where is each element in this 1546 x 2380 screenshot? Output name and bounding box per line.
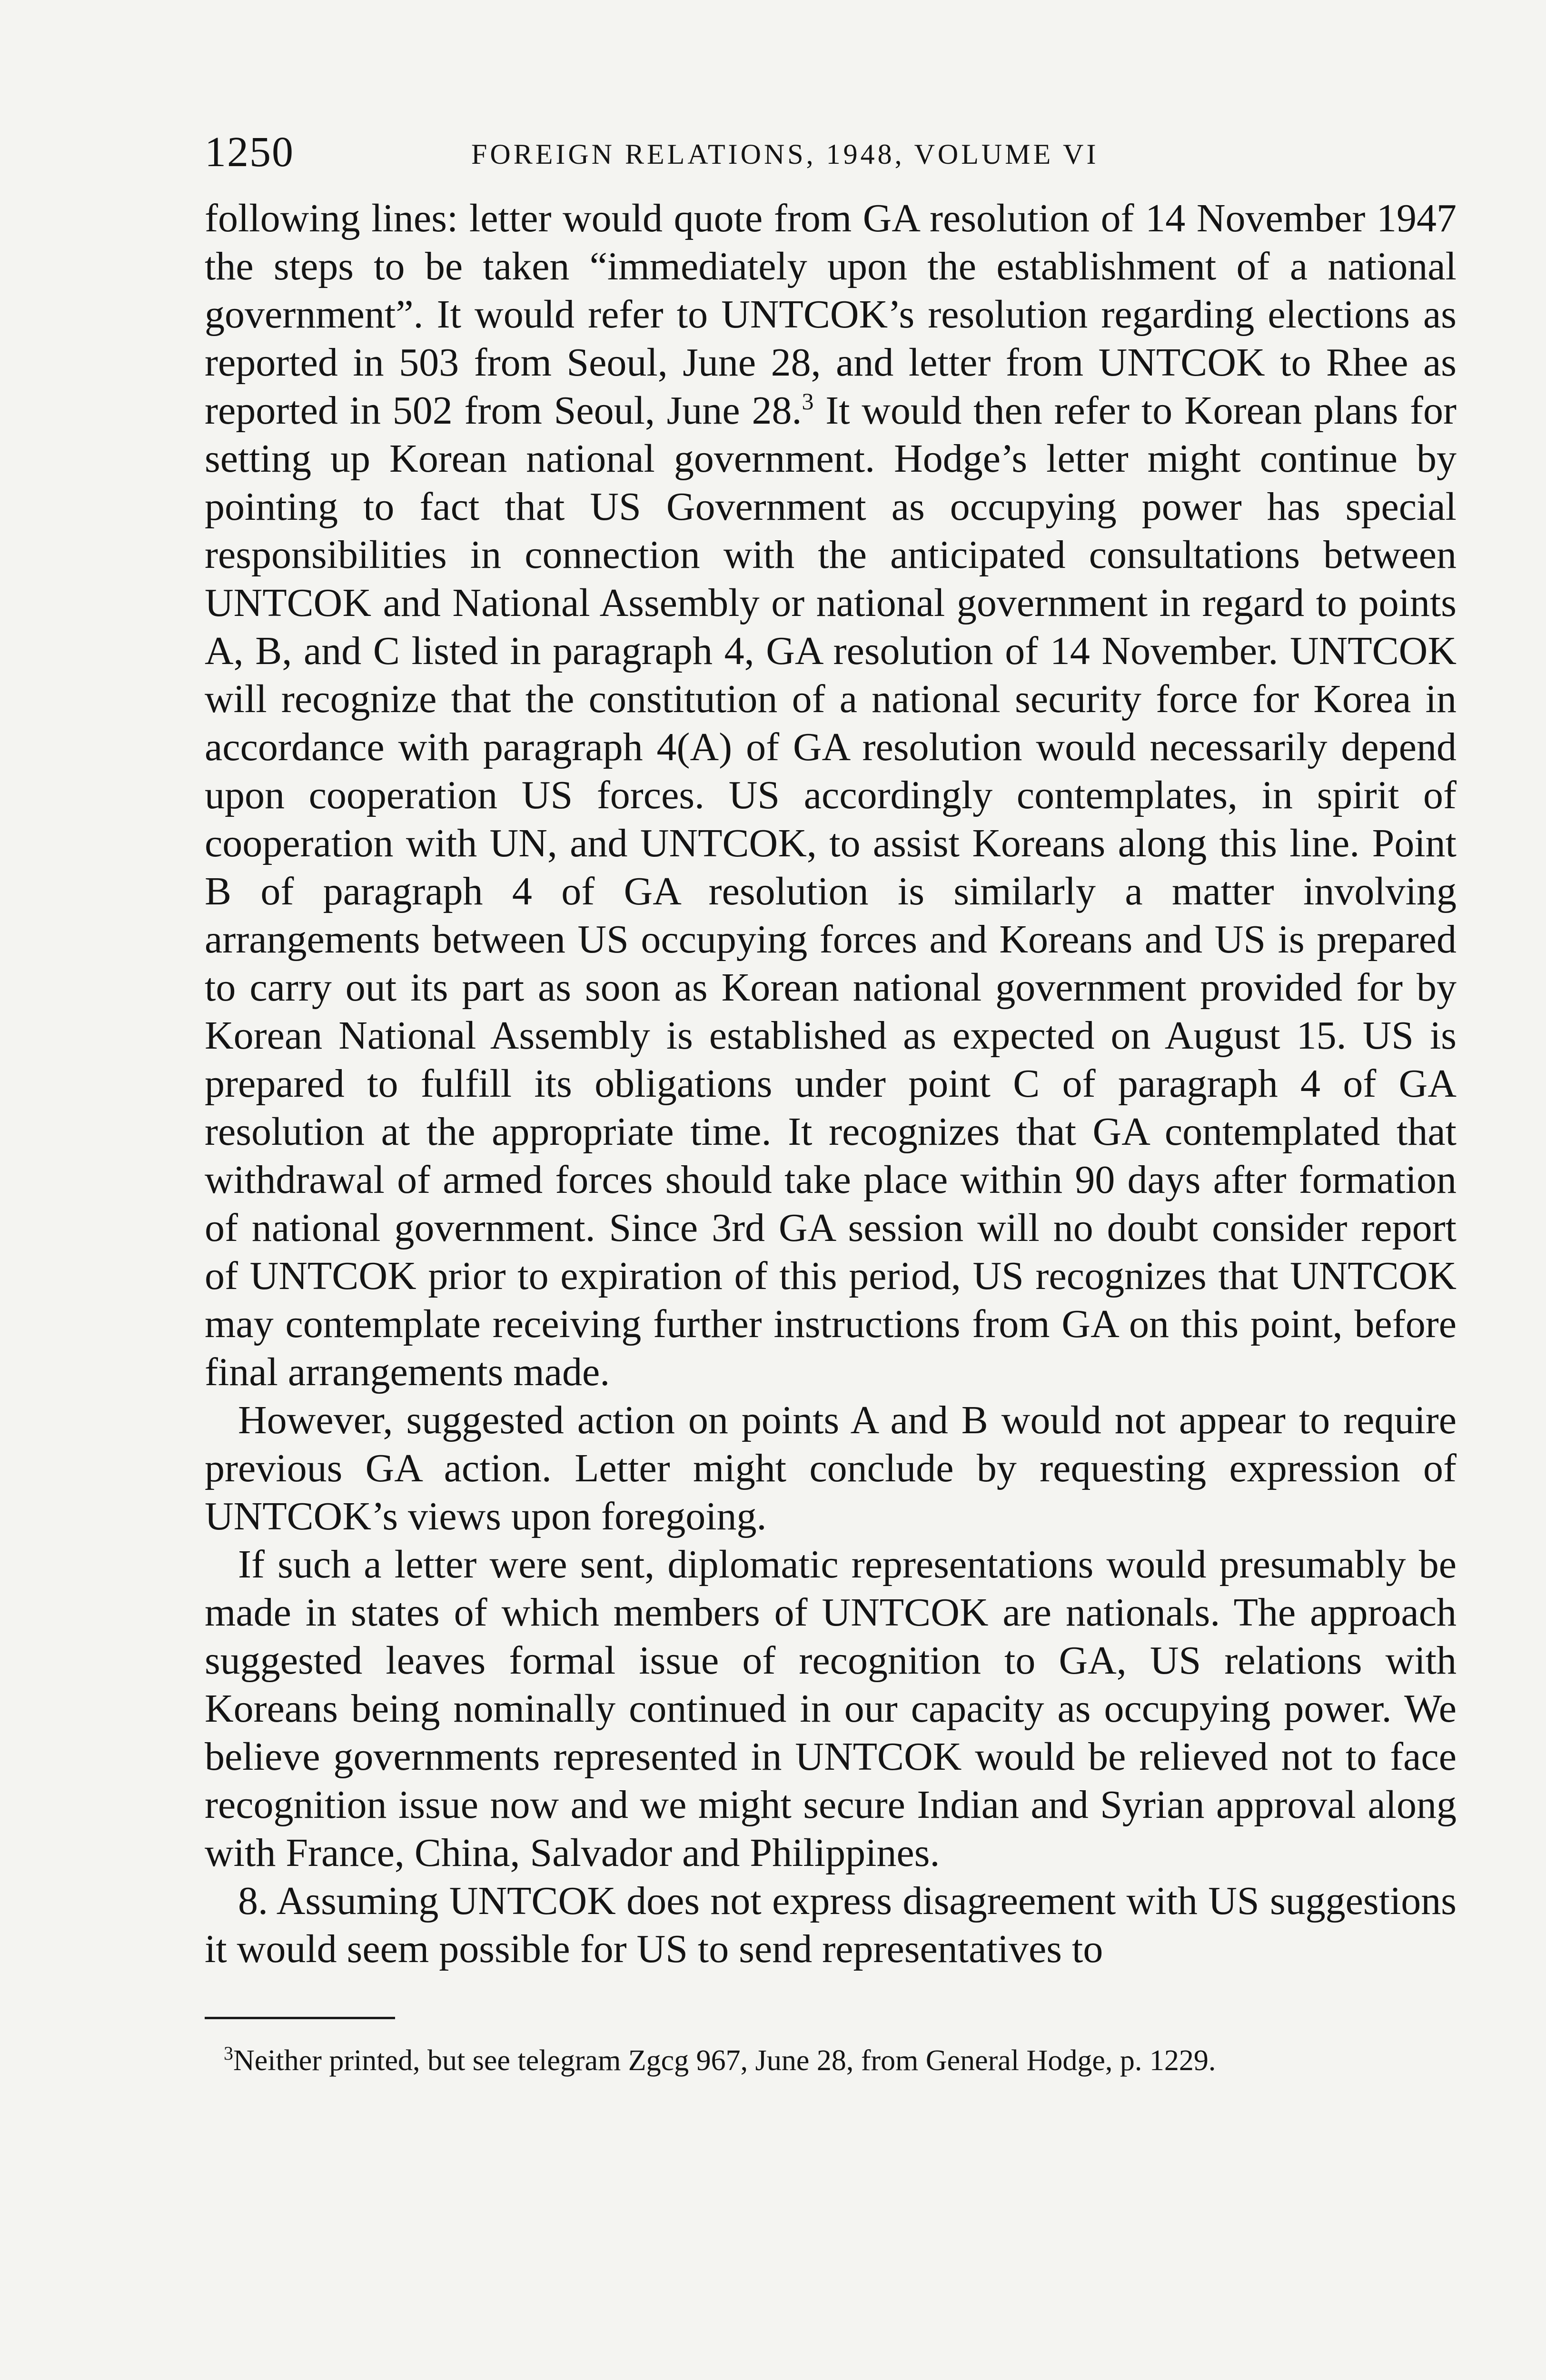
running-head: FOREIGN RELATIONS, 1948, VOLUME VI [471,139,1099,170]
document-page [205,119,1457,2109]
footnote-marker: 3 [224,2043,233,2064]
paragraph-1-continuation: It would then refer to Korean plans for setting up Korean national government. Hodge’s letter might continue by pointing to fact that US Government as occupying power has special responsibilities in connection with the anticipated consultations between UNTCOK and National Assembly or national government in regard to points A, B, and C listed in paragraph 4, GA resolution of 14 November. UNTCOK will recognize that the constitution of a national security force for Korea in accordance with paragraph 4(A) of GA resolution would necessarily depend upon cooperation US forces. US accordingly contemplates, in spirit of cooperation with UN, and UNTCOK, to assist Koreans along this line. Point B of paragraph 4 of GA resolution is similarly a matter involving arrangements between US occupying forces and Koreans and US is prepared to carry out its part as soon as Korean national government provided for by Korean National Assembly is established as expected on August 15. US is prepared to fulfill its obligations under point C of paragraph 4 of GA resolution at the appropriate time. It recognizes that GA contemplated that withdrawal of armed forces should take place within 90 days after formation of national government. Since 3rd GA session will no doubt consider report of UNTCOK prior to expiration of this period, US recognizes that UNTCOK may contemplate receiving further instructions from GA on this point, before final arrangements made. [205,388,1457,1394]
paragraph-4: 8. Assuming UNTCOK does not express disagreement with US suggestions it would seem possible for US to send representatives to [205,1879,1457,1971]
page-header [205,119,1457,181]
footnote-divider [205,2017,395,2019]
paragraph-2: However, suggested action on points A and B would not appear to require previous GA action. Letter might conclude by requesting expression of UNTCOK’s views upon foregoing. [205,1398,1457,1538]
paragraph-1 [205,194,1457,1396]
footnote-reference: 3 [802,388,814,415]
page-number: 1250 [205,129,294,176]
footnote [205,2042,1457,2079]
footnote-text: Neither printed, but see telegram Zgcg 967, June 28, from General Hodge, p. 1229. [233,2044,1216,2077]
body-text [205,194,1457,1973]
paragraph-1-text: following lines: letter would quote from GA resolution of 14 November 1947 the steps to be taken “immediately upon the establishment of a national government”. It would refer to UNTCOK’s resolution regarding elections as reported in 503 from Seoul, June 28, and letter from UNTCOK to Rhee as reported in 502 from Seoul, June 28. [205,196,1457,433]
paragraph-3: If such a letter were sent, diplomatic representations would presumably be made in states of which members of UNTCOK are nationals. The approach suggested leaves formal issue of recognition to GA, US relations with Koreans being nominally continued in our capacity as occupying power. We believe governments represented in UNTCOK would be relieved not to face recognition issue now and we might secure Indian and Syrian approval along with France, China, Salvador and Philippines. [205,1542,1457,1875]
